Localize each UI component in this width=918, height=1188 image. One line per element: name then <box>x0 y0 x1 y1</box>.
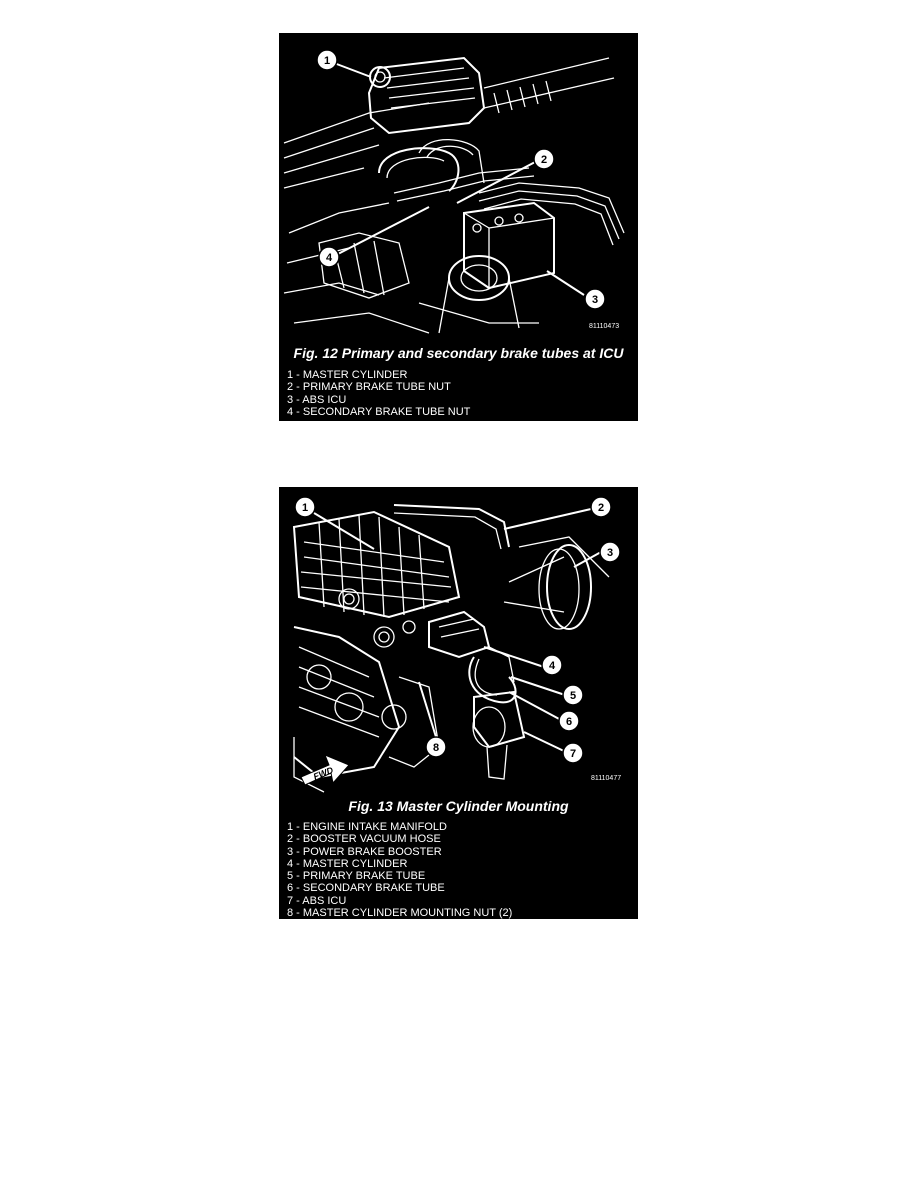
svg-text:4: 4 <box>548 660 556 672</box>
forward-arrow-icon <box>301 755 349 785</box>
legend-item: 6 - SECONDARY BRAKE TUBE <box>287 882 445 895</box>
callout-3 <box>600 542 620 562</box>
svg-text:4: 4 <box>325 252 333 264</box>
callout-4 <box>542 655 562 675</box>
figure-caption: Fig. 12 Primary and secondary brake tubes at ICU <box>293 345 624 361</box>
callout-1 <box>317 50 337 70</box>
svg-text:2: 2 <box>597 502 605 514</box>
art-id: 81110477 <box>591 775 622 782</box>
figure-caption: Fig. 13 Master Cylinder Mounting <box>348 798 569 814</box>
legend-item: 5 - PRIMARY BRAKE TUBE <box>287 870 426 883</box>
legend-item: 2 - BOOSTER VACUUM HOSE <box>287 833 441 846</box>
legend-item: 1 - ENGINE INTAKE MANIFOLD <box>287 821 447 833</box>
fwd-label: FWD <box>311 764 335 782</box>
legend-item: 1 - MASTER CYLINDER <box>287 369 408 381</box>
callout-6 <box>559 711 579 731</box>
figure-12 <box>279 33 638 421</box>
callout-2 <box>534 149 554 169</box>
svg-text:8: 8 <box>432 742 440 754</box>
legend-item: 3 - POWER BRAKE BOOSTER <box>287 845 442 858</box>
legend-item: 3 - ABS ICU <box>287 393 347 406</box>
callout-5 <box>563 685 583 705</box>
callout-7 <box>563 743 583 763</box>
svg-text:3: 3 <box>591 294 599 306</box>
figure-legend <box>287 821 512 919</box>
svg-text:1: 1 <box>301 502 309 514</box>
callout-8 <box>426 737 446 757</box>
callout-4 <box>319 247 339 267</box>
svg-text:6: 6 <box>565 716 573 728</box>
legend-item: 4 - SECONDARY BRAKE TUBE NUT <box>287 405 471 418</box>
callout-1 <box>295 497 315 517</box>
legend-item: 7 - ABS ICU <box>287 894 347 907</box>
figure-legend <box>287 369 470 418</box>
legend-item: 8 - MASTER CYLINDER MOUNTING NUT (2) <box>287 907 513 919</box>
legend-item: 4 - MASTER CYLINDER <box>287 857 408 870</box>
legend-item: 2 - PRIMARY BRAKE TUBE NUT <box>287 381 451 394</box>
callout-2 <box>591 497 611 517</box>
brake-tubes-illustration <box>279 33 638 421</box>
svg-text:2: 2 <box>540 154 548 166</box>
figure-13 <box>279 487 638 919</box>
callout-3 <box>585 289 605 309</box>
svg-text:3: 3 <box>606 547 614 559</box>
svg-text:5: 5 <box>569 690 577 702</box>
art-id: 81110473 <box>589 323 620 330</box>
svg-text:1: 1 <box>323 55 331 67</box>
svg-text:7: 7 <box>569 748 577 760</box>
